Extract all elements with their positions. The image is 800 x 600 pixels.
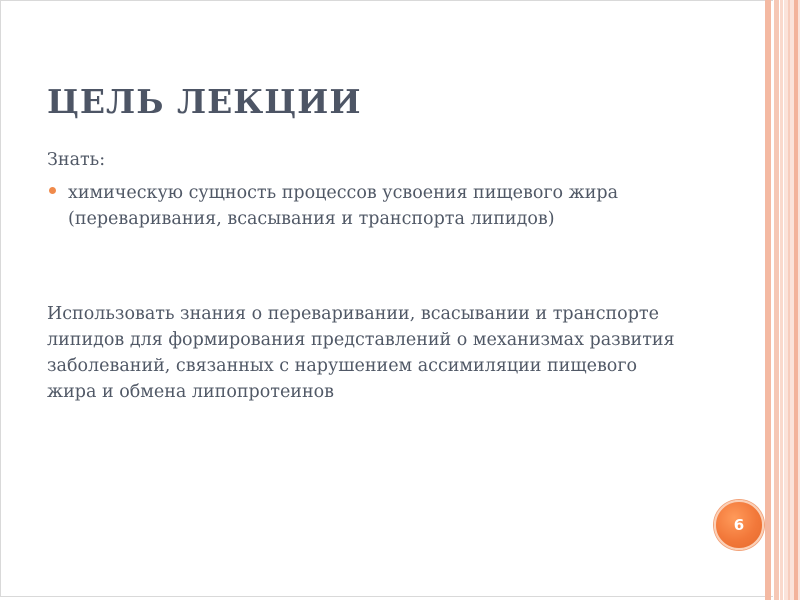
side-stripe <box>788 0 790 600</box>
side-stripe <box>774 0 779 600</box>
side-stripe <box>780 0 783 600</box>
bullet-item: химическую сущность процессов усвоения пищевого жира (переваривания, всасывания и транспорта липидов) <box>68 183 619 229</box>
side-stripe <box>794 0 798 600</box>
bullet-icon <box>49 187 56 194</box>
page-number-badge: 6 <box>714 500 764 550</box>
know-label: Знать: <box>47 150 106 170</box>
slide-title: ЦЕЛЬ ЛЕКЦИИ <box>47 82 362 121</box>
body-paragraph: Использовать знания о переваривании, всасывании и транспорте липидов для формирования представлений о механизмах развития заболеваний, связанных с нарушением ассимиляции пищевого жира и обмена липопротеинов <box>47 304 675 402</box>
side-stripe <box>765 0 771 600</box>
